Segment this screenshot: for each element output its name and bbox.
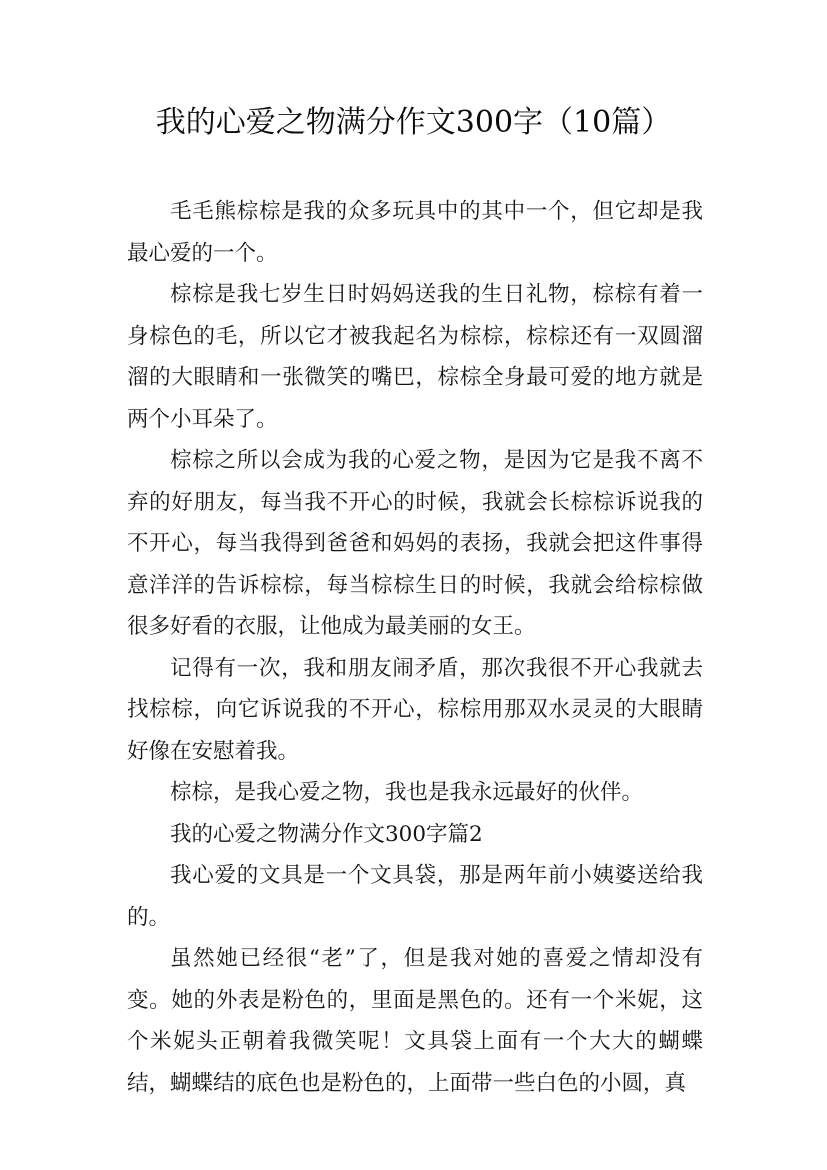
paragraph: 棕棕，是我心爱之物，我也是我永远最好的伙伴。 (170, 780, 644, 805)
section-heading: 我的心爱之物满分作文300字篇2 (170, 821, 483, 847)
paragraph: 棕棕之所以会成为我的心爱之物，是因为它是我不离不弃的好朋友，每当我不开心的时候，我就会长棕棕诉说我的不开心，每当我得到爸爸和妈妈的表扬，我就会把这件事得意洋洋的告诉棕棕，每当棕棕生日的时候，我就会给棕棕做很多好看的衣服，让他成为最美丽的女王。 (127, 448, 703, 639)
paragraph: 虽然她已经很“老”了，但是我对她的喜爱之情却没有变。她的外表是粉色的，里面是黑色的。还有一个米妮，这个米妮头正朝着我微笑呢！文具袋上面有一个大大的蝴蝶结，蝴蝶结的底色也是粉色的，上面带一些白色的小圆，真 (127, 946, 703, 1096)
document-body (127, 191, 703, 1104)
paragraph: 我心爱的文具是一个文具袋，那是两年前小姨婆送给我的。 (127, 863, 703, 930)
paragraph: 记得有一次，我和朋友闹矛盾，那次我很不开心我就去找棕棕，向它诉说我的不开心，棕棕用那双水灵灵的大眼睛好像在安慰着我。 (127, 655, 703, 764)
paragraph: 棕棕是我七岁生日时妈妈送我的生日礼物，棕棕有着一身棕色的毛，所以它才被我起名为棕棕，棕棕还有一双圆溜溜的大眼睛和一张微笑的嘴巴，棕棕全身最可爱的地方就是两个小耳朵了。 (127, 282, 703, 432)
document-title: 我的心爱之物满分作文300字（10篇） (155, 105, 672, 140)
paragraph: 毛毛熊棕棕是我的众多玩具中的其中一个，但它却是我最心爱的一个。 (127, 199, 703, 266)
